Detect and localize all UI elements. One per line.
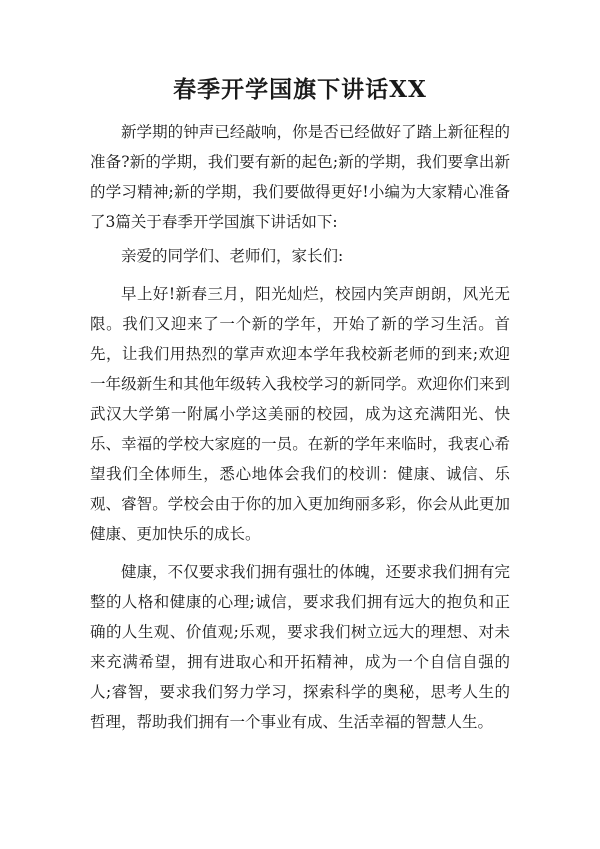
- intro-paragraph: 新学期的钟声已经敲响，你是否已经做好了踏上新征程的准备?新的学期，我们要有新的起色;新的学期，我们要拿出新的学习精神;新的学期，我们要做得更好!小编为大家精心准备了3篇关于春季开学国旗下讲话如下:: [90, 123, 510, 231]
- greeting-paragraph: 亲爱的同学们、老师们，家长们:: [121, 247, 344, 265]
- speech-paragraph: 早上好!新春三月，阳光灿烂，校园内笑声朗朗，风光无限。我们又迎来了一个新的学年，开始了新的学习生活。首先，让我们用热烈的掌声欢迎本学年我校新老师的到来;欢迎一年级新生和其他年级转入我校学习的新同学。欢迎你们来到武汉大学第一附属小学这美丽的校园，成为这充满阳光、快乐、幸福的学校大家庭的一员。在新的学年来临时，我衷心希望我们全体师生，悉心地体会我们的校训：健康、诚信、乐观、睿智。学校会由于你的加入更加绚丽多彩，你会从此更加健康、更加快乐的成长。: [90, 285, 510, 543]
- document-title: 春季开学国旗下讲话XX: [173, 76, 427, 103]
- motto-paragraph: 健康，不仅要求我们拥有强壮的体魄，还要求我们拥有完整的人格和健康的心理;诚信，要求我们拥有远大的抱负和正确的人生观、价值观;乐观，要求我们树立远大的理想、对未来充满希望，拥有进取心和开拓精神，成为一个自信自强的人;睿智，要求我们努力学习，探索科学的奥秘，思考人生的哲理，帮助我们拥有一个事业有成、生活幸福的智慧人生。: [90, 563, 510, 731]
- document-body: [90, 117, 510, 741]
